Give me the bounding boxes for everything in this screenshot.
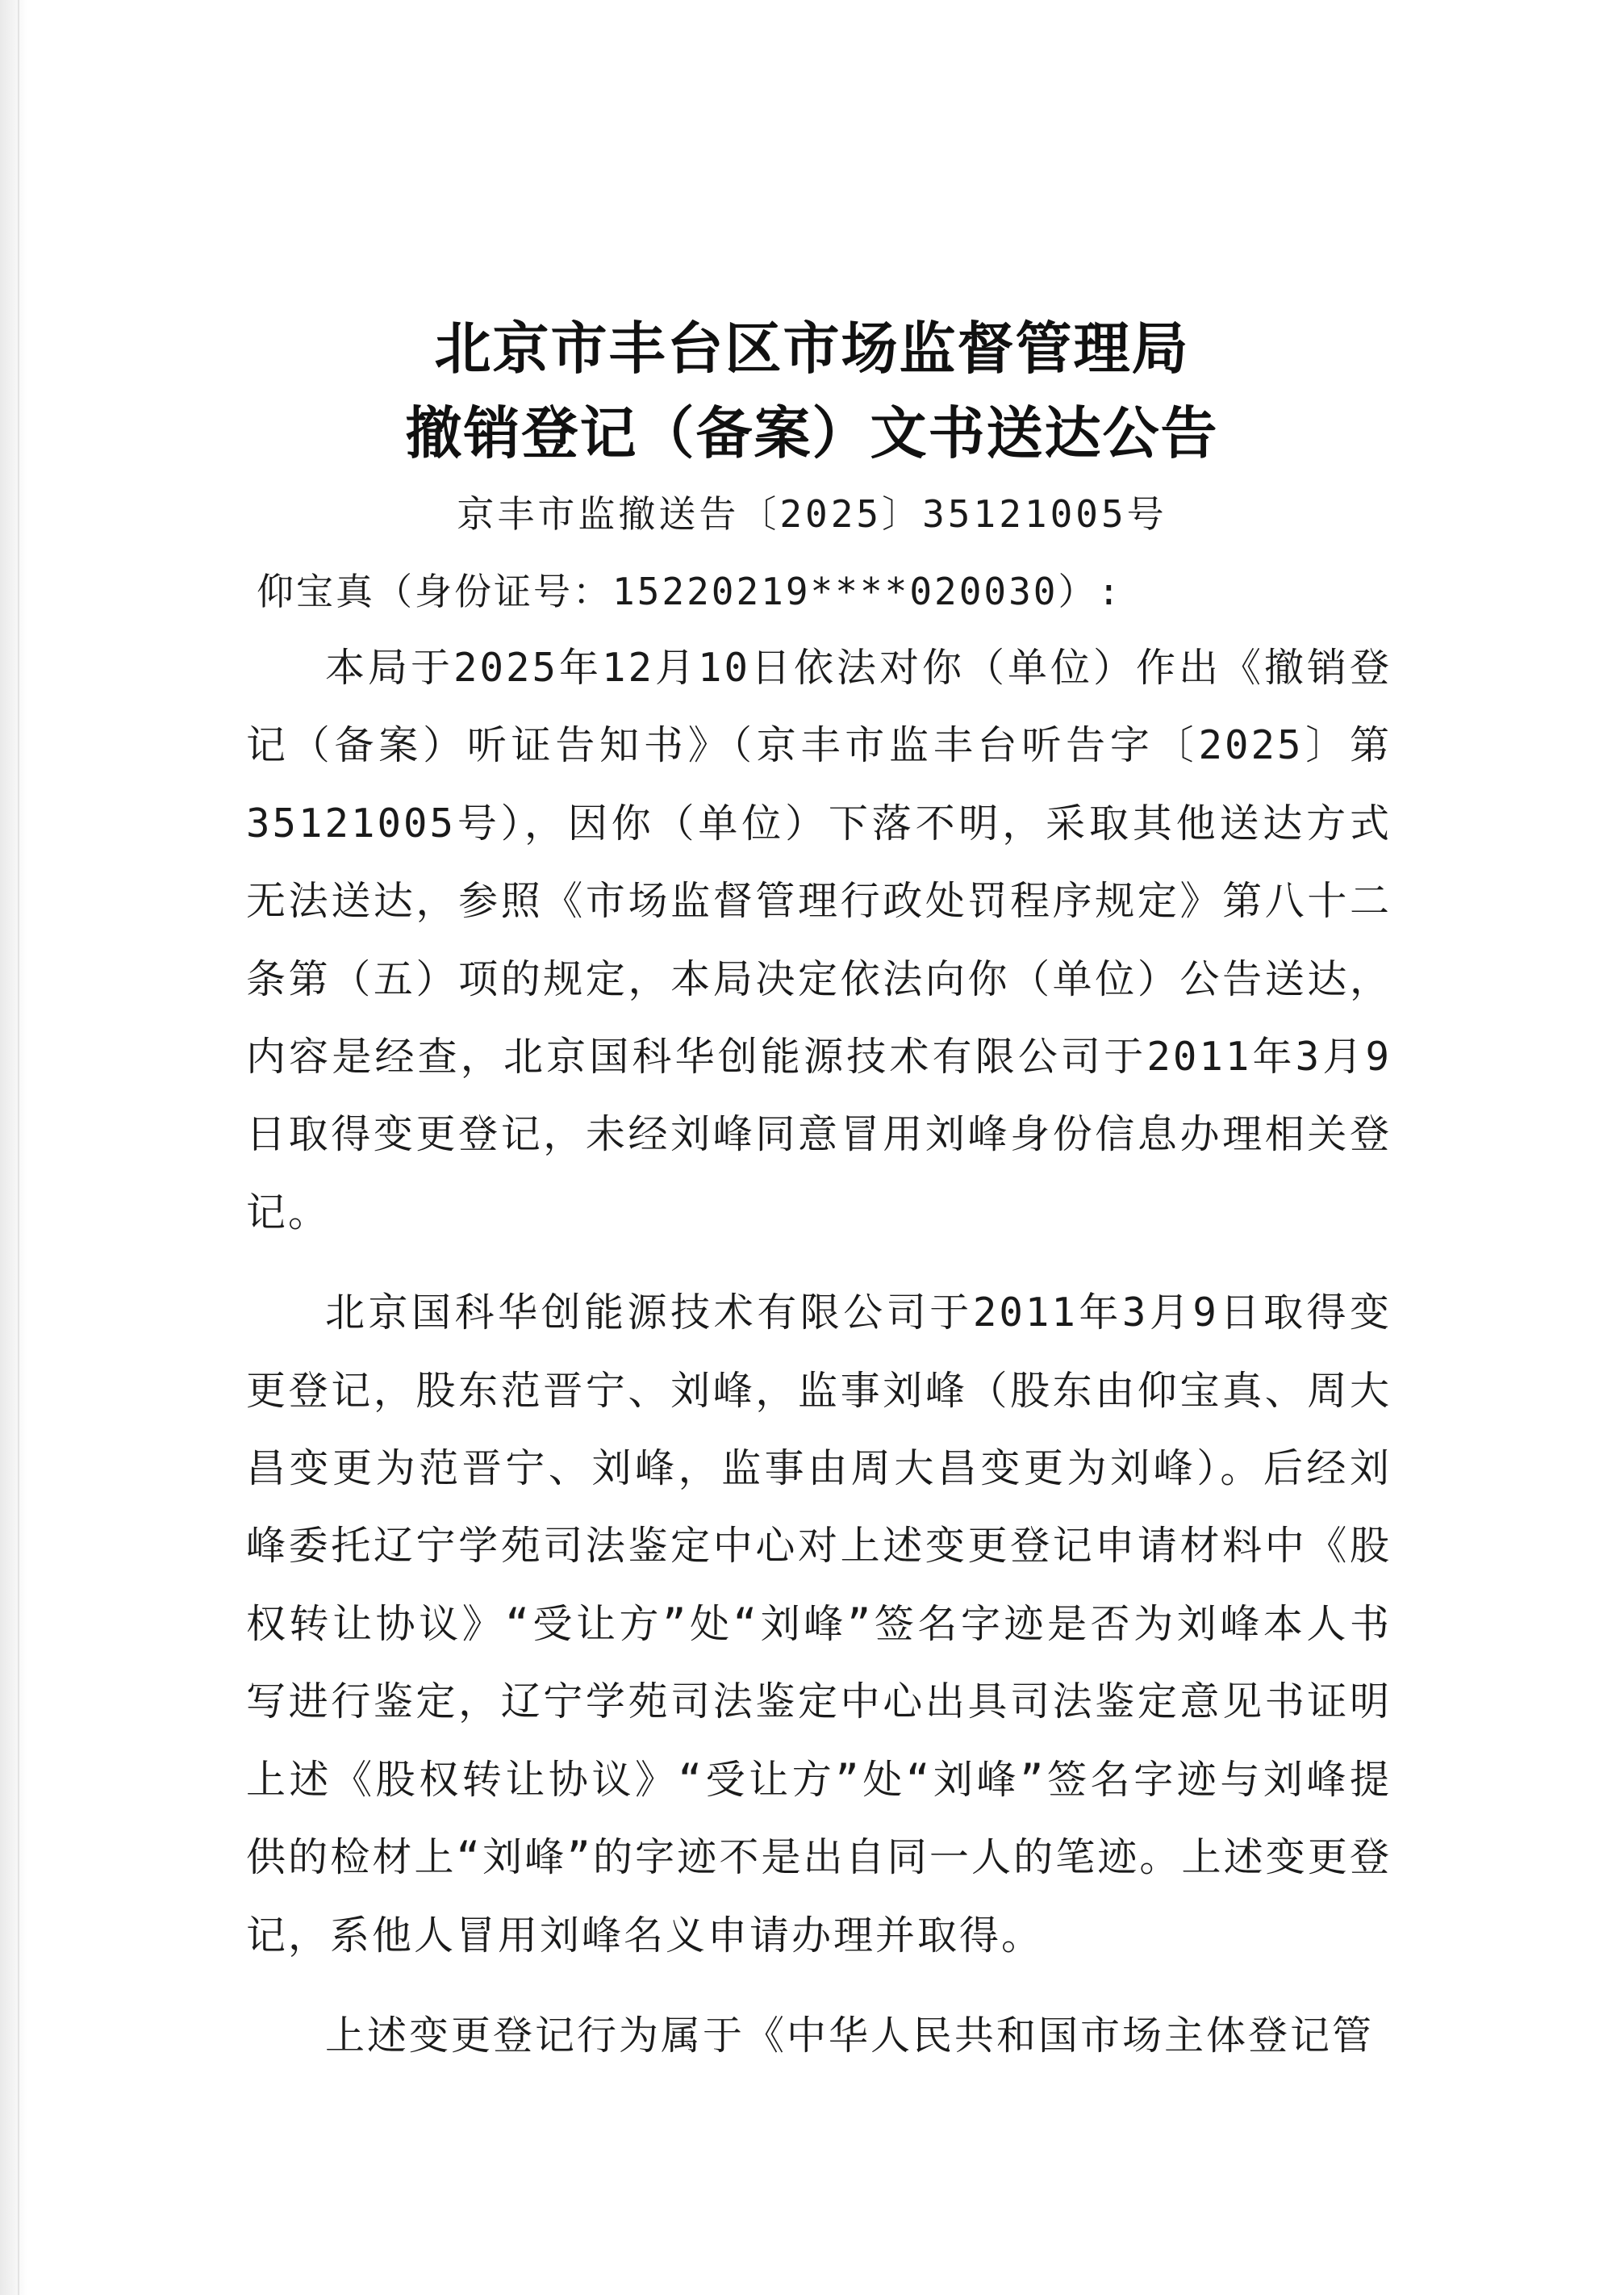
document-title-line-1: 北京市丰台区市场监督管理局 bbox=[434, 315, 1190, 382]
body-paragraph-1: 本局于2025年12月10日依法对你（单位）作出《撤销登记（备案）听证告知书》（京丰市监丰台听告字〔2025〕第35121005号），因你（单位）下落不明，采取其他送达方式无法送达，参照《市场监督管理行政处罚程序规定》第八十二条第（五）项的规定，本局决定依法向你（单位）公告送达，内容是经查，北京国科华创能源技术有限公司于2011年3月9日取得变更登记，未经刘峰同意冒用刘峰身份信息办理相关登记。 bbox=[246, 645, 1392, 1235]
document-title-line-2: 撤销登记（备案）文书送达公告 bbox=[405, 399, 1219, 466]
addressee: 仰宝真（身份证号：15220219****020030）: bbox=[257, 570, 1123, 613]
body-paragraph-3: 上述变更登记行为属于《中华人民共和国市场主体登记管 bbox=[325, 2012, 1375, 2059]
document-number: 京丰市监撤送告〔2025〕35121005号 bbox=[457, 492, 1167, 536]
body-paragraph-2: 北京国科华创能源技术有限公司于2011年3月9日取得变更登记，股东范晋宁、刘峰，监事刘峰（股东由仰宝真、周大昌变更为范晋宁、刘峰，监事由周大昌变更为刘峰）。后经刘峰委托辽宁学苑司法鉴定中心对上述变更登记申请材料中《股权转让协议》“受让方”处“刘峰”签名字迹是否为刘峰本人书写进行鉴定，辽宁学苑司法鉴定中心出具司法鉴定意见书证明上述《股权转让协议》“受让方”处“刘峰”签名字迹与刘峰提供的检材上“刘峰”的字迹不是出自同一人的笔迹。上述变更登记，系他人冒用刘峰名义申请办理并取得。 bbox=[246, 1290, 1392, 1958]
document-body bbox=[246, 629, 1392, 2075]
